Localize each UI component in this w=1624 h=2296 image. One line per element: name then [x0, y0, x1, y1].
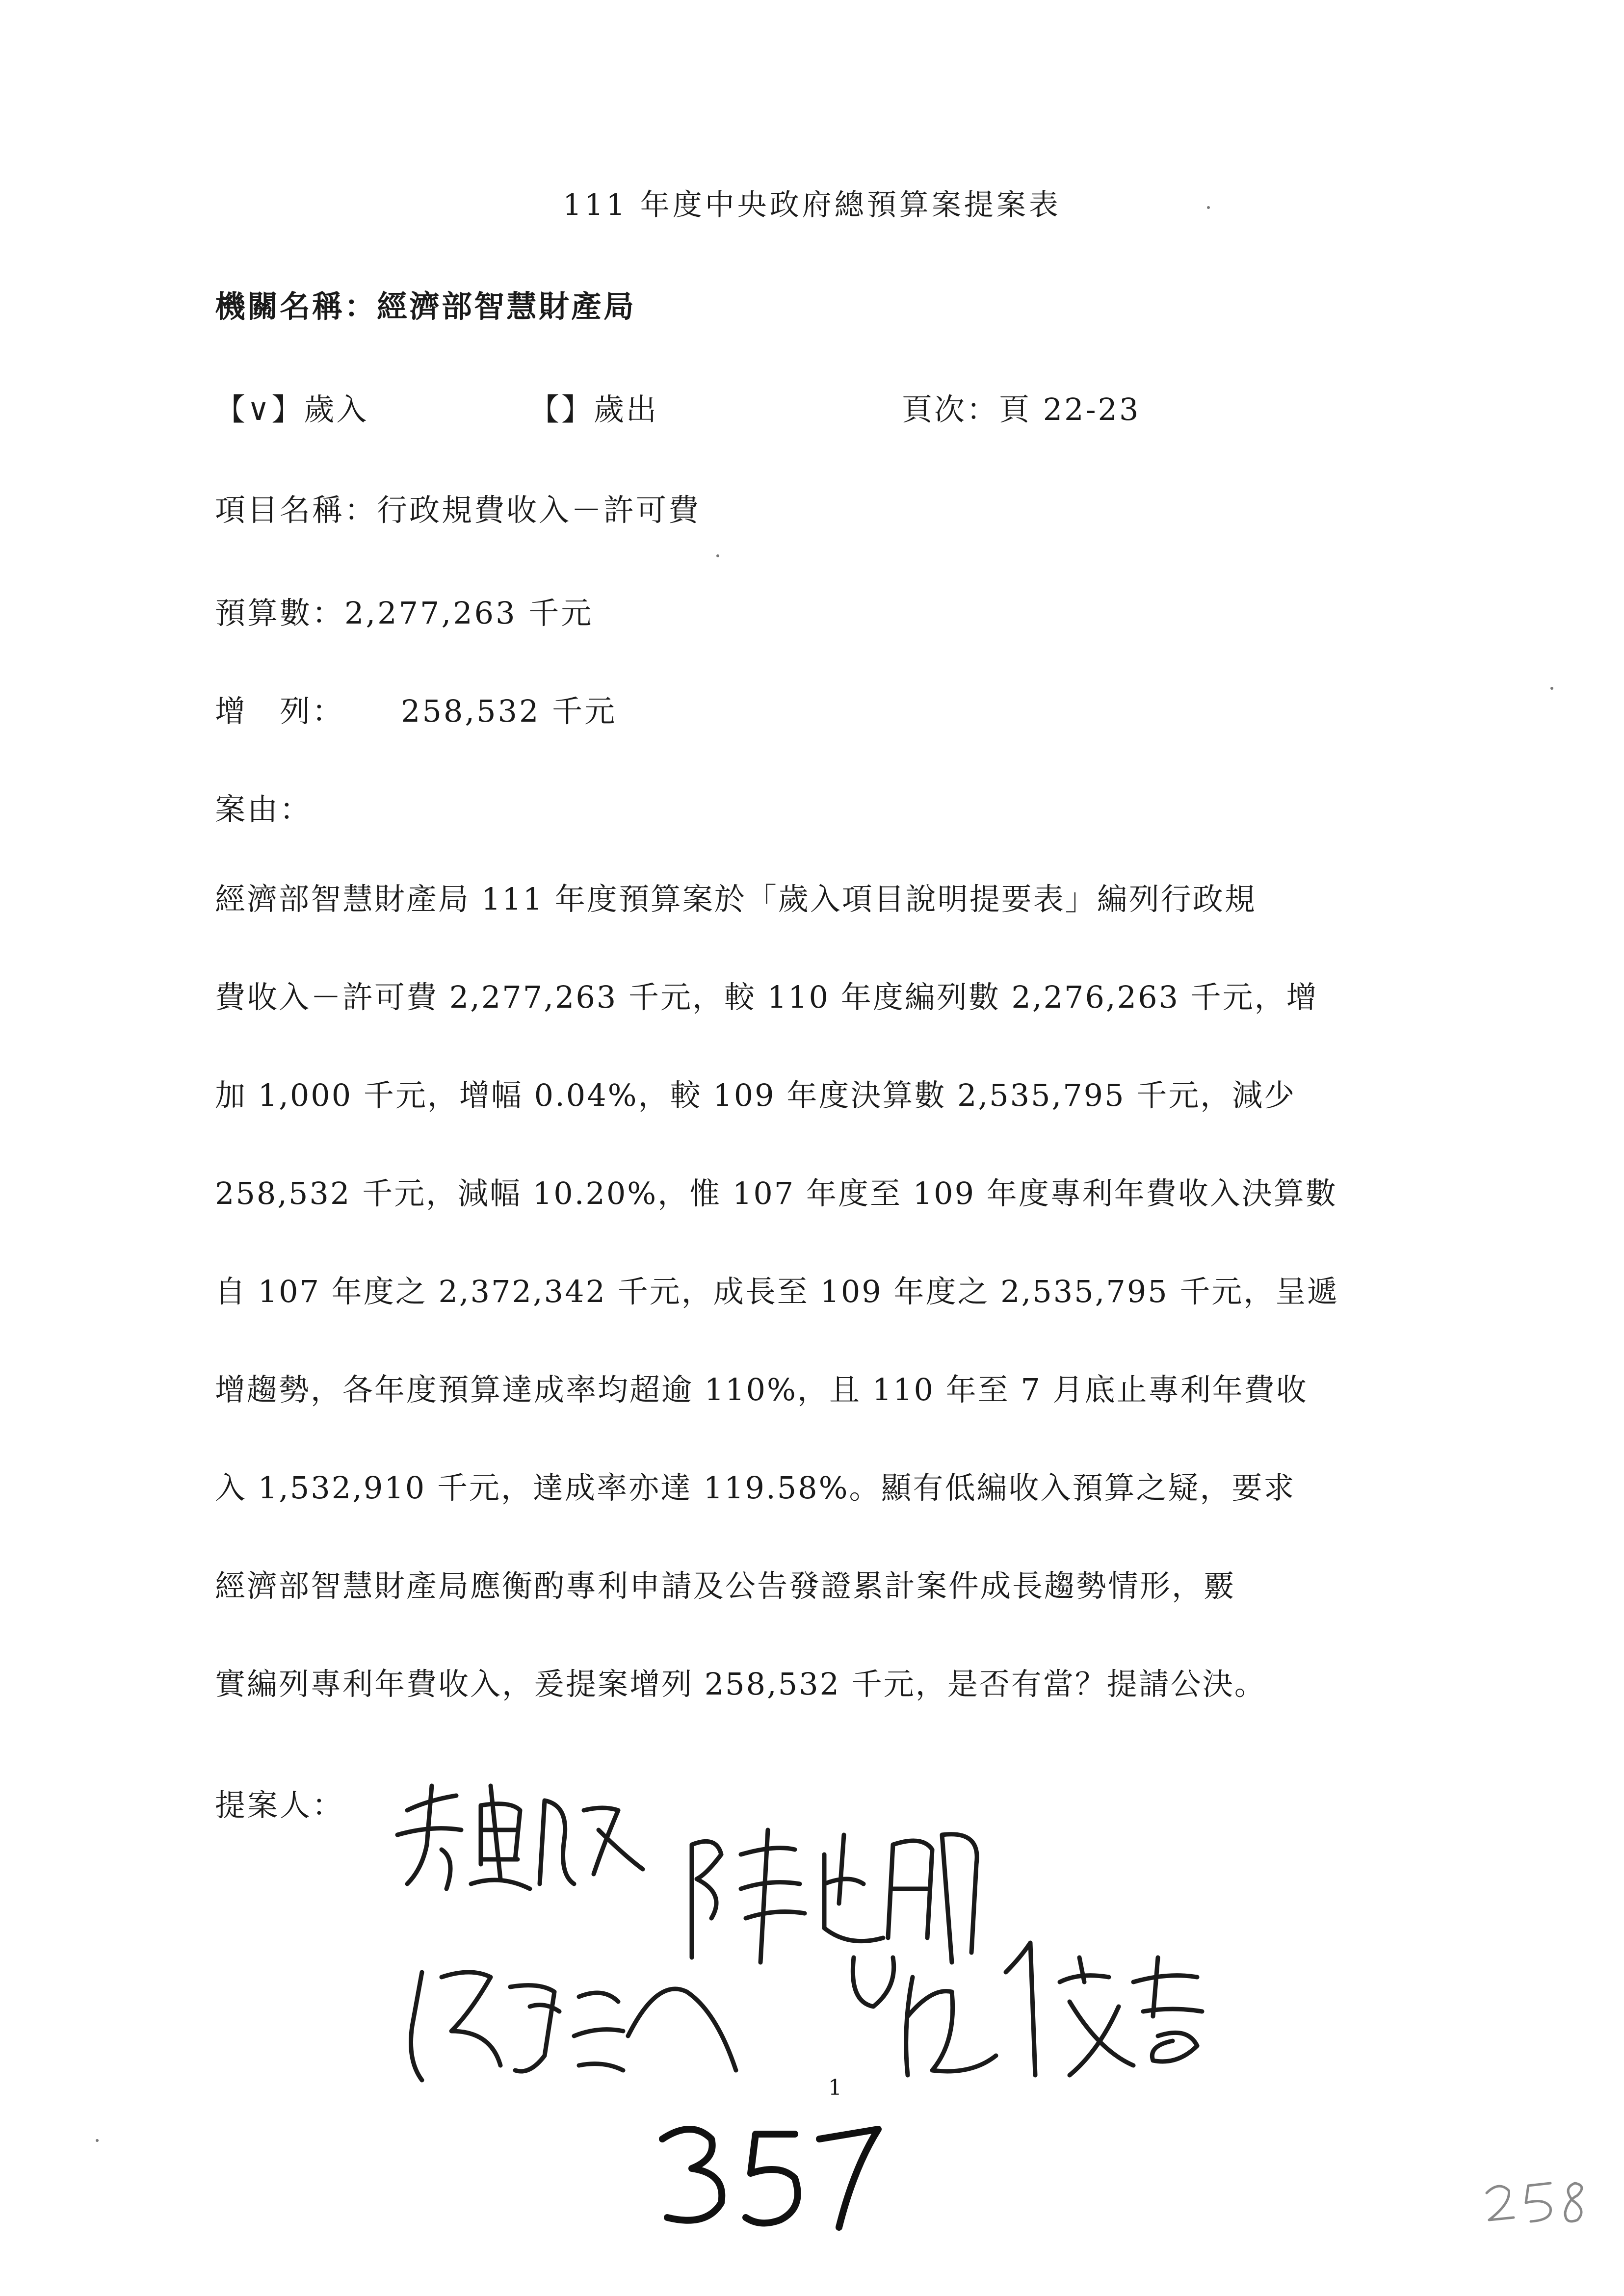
page-number: 1: [828, 2075, 842, 2100]
expenditure-checkbox-label: 【】歲出: [529, 391, 659, 427]
reason-line: 入 1,532,910 千元，達成率亦達 119.58%。顯有低編收入預算之疑，要求: [215, 1470, 1296, 1506]
page-reference: 頁次：頁 22-23: [902, 391, 1141, 427]
proposer-label: 提案人：: [215, 1787, 345, 1823]
scan-speck: [1207, 206, 1210, 209]
reason-line: 加 1,000 千元，增幅 0.04%，較 109 年度決算數 2,535,795 千元，減少: [215, 1077, 1296, 1113]
reason-line: 自 107 年度之 2,372,342 千元，成長至 109 年度之 2,535,795 千元，呈遞: [215, 1274, 1339, 1309]
signature-4: [834, 1928, 1246, 2095]
signature-1: [388, 1776, 662, 1904]
agency-name: 機關名稱：經濟部智慧財產局: [215, 288, 636, 324]
reason-line: 經濟部智慧財產局 111 年度預算案於「歲入項目說明提要表」編列行政規: [215, 881, 1257, 917]
scan-speck: [1550, 687, 1553, 690]
scan-speck: [96, 2139, 99, 2142]
reason-line: 經濟部智慧財產局應衡酌專利申請及公告發證累計案件成長趨勢情形，覈: [215, 1568, 1236, 1604]
reason-paragraph: [215, 882, 1446, 1765]
revenue-checkbox-label: 【∨】歲入: [215, 391, 369, 427]
signature-3: [393, 1948, 765, 2095]
reason-line: 費收入－許可費 2,277,263 千元，較 110 年度編列數 2,276,263 千元，增: [215, 979, 1318, 1015]
scan-speck: [716, 554, 719, 557]
item-name: 項目名稱：行政規費收入－許可費: [215, 492, 701, 528]
increase-value: 258,532 千元: [401, 693, 617, 729]
reason-label: 案由：: [215, 791, 313, 827]
budget-amount: 預算數：2,277,263 千元: [215, 595, 594, 631]
reason-line: 258,532 千元，減幅 10.20%，惟 107 年度至 109 年度專利年費收入決算數: [215, 1175, 1337, 1211]
reason-line: 實編列專利年費收入，爰提案增列 258,532 千元，是否有當？提請公決。: [215, 1666, 1266, 1702]
increase-label: 增 列：: [215, 693, 345, 729]
pencil-corner-number: [1477, 2168, 1595, 2232]
reason-line: 增趨勢，各年度預算達成率均超逾 110%，且 110 年至 7 月底止專利年費收: [215, 1372, 1308, 1408]
handwritten-page-number: [648, 2110, 903, 2237]
increase-row: [215, 687, 617, 731]
page-title: 111 年度中央政府總預算案提案表: [563, 188, 1061, 222]
